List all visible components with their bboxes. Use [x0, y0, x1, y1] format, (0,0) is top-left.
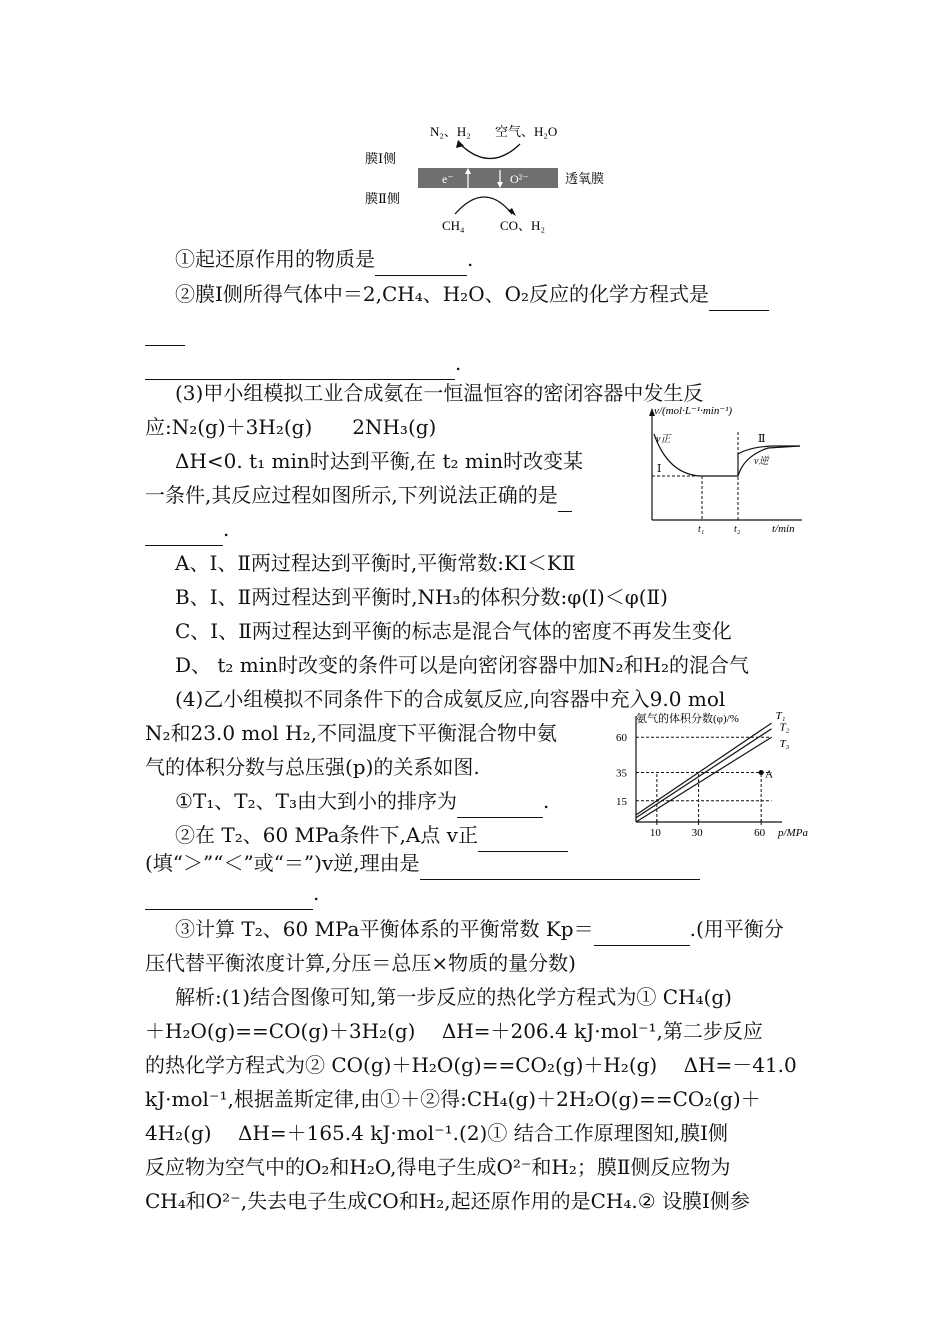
- y-tick-label-15: 15: [616, 795, 627, 808]
- rate-vrev-label: v逆: [754, 456, 769, 467]
- p4-q3-cont: 压代替平衡浓度计算,分压＝总压×物质的量分数): [145, 951, 576, 975]
- membrane-band: [418, 168, 558, 188]
- point-a: [759, 770, 764, 775]
- q2-1-answer-blank[interactable]: [375, 253, 467, 276]
- p4-q2-cont2: [145, 876, 319, 910]
- p4-q1-text: ①T₁、T₂、T₃由大到小的排序为: [175, 789, 458, 813]
- option-b: B、Ⅰ、Ⅱ两过程达到平衡时,NH₃的体积分数:φ(Ⅰ)＜φ(Ⅱ): [175, 585, 668, 609]
- q2-2-end: .: [455, 351, 462, 375]
- p4-q2-text-b: (填“＞”“＜”或“＝”)v逆,理由是: [145, 851, 420, 875]
- bottom-curve-arrow: [455, 197, 512, 214]
- option-c: C、Ⅰ、Ⅱ两过程达到平衡的标志是混合气体的密度不再发生变化: [175, 619, 732, 643]
- p3-cond-text: 一条件,其反应过程如图所示,下列说法正确的是: [145, 483, 558, 507]
- rate-y-label: v/(mol·L⁻¹·min⁻¹): [654, 405, 733, 417]
- membrane-bot-left-label: CH₄: [442, 218, 465, 233]
- solution-l7: CH₄和O²⁻,失去电子生成CO和H₂,起还原作用的是CH₄.② 设膜Ⅰ侧参: [145, 1189, 750, 1213]
- solution-l5: 4H₂(g) ΔH=＋165.4 kJ·mol⁻¹.(2)① 结合工作原理图知,膜Ⅰ侧: [145, 1121, 728, 1145]
- series-label-t1: T₁: [775, 710, 786, 723]
- solution-l4: kJ·mol⁻¹,根据盖斯定律,由①＋②得:CH₄(g)＋2H₂O(g)==CO₂(g)＋: [145, 1087, 761, 1111]
- q2-2-line: [175, 277, 769, 311]
- oxide-label: O²⁻: [510, 172, 529, 186]
- solution-l1: 解析:(1)结合图像可知,第一步反应的热化学方程式为① CH₄(g): [175, 985, 732, 1009]
- p4-q1-answer-blank[interactable]: [457, 795, 543, 818]
- electron-label: e⁻: [442, 172, 454, 186]
- p4-q2-answer-blank-c[interactable]: [145, 887, 313, 910]
- p4-q2-end: .: [313, 881, 320, 905]
- chart-title: 氨气的体积分数(φ)/%: [636, 713, 739, 725]
- q2-1-text: ①起还原作用的物质是: [175, 247, 375, 271]
- p4-q2-answer-blank-b[interactable]: [420, 857, 700, 880]
- chart-x-label: p/MPa: [778, 827, 808, 839]
- bottom-curve-arrowhead: [508, 208, 516, 216]
- q2-1-end: .: [467, 247, 474, 271]
- series-label-t3: T₃: [779, 738, 790, 751]
- membrane-top-right-label: 空气、H₂O: [495, 124, 558, 139]
- rate-t1-label: t₁: [698, 524, 705, 534]
- solution-l6: 反应物为空气中的O₂和H₂O,得电子生成O²⁻和H₂；膜Ⅱ侧反应物为: [145, 1155, 731, 1179]
- p3-answer-blank-b[interactable]: [145, 523, 223, 546]
- p3-cond-line: [145, 478, 572, 512]
- p3-dh-line: ΔH<0. t₁ min时达到平衡,在 t₂ min时改变某: [175, 449, 584, 473]
- p3-reaction: [145, 410, 436, 444]
- ammonia-chart: [612, 708, 812, 840]
- y-tick-label-60: 60: [616, 732, 627, 745]
- membrane-bot-right-label: CO、H₂: [500, 218, 545, 233]
- x-tick-label-60: 60: [754, 827, 766, 839]
- membrane-side2-label: 膜Ⅱ侧: [365, 191, 400, 206]
- p3-reaction-product: 2NH₃(g): [352, 415, 437, 439]
- rate-time-chart: [640, 402, 810, 534]
- p3-cond-cont: [145, 512, 229, 546]
- rate-vfwd-label: v正: [656, 434, 671, 445]
- point-a-label: A: [765, 768, 774, 781]
- p4-q3-end: .(用平衡分: [689, 917, 784, 941]
- p4-q1-end: .: [543, 789, 550, 813]
- q2-2-text: ②膜Ⅰ侧所得气体中＝2,CH₄、H₂O、O₂反应的化学方程式是: [175, 282, 710, 306]
- q2-2-answer-blank-a[interactable]: [709, 288, 769, 311]
- p4-q3-text: ③计算 T₂、60 MPa平衡体系的平衡常数 Kp＝: [175, 917, 594, 941]
- p4-line1: (4)乙小组模拟不同条件下的合成氨反应,向容器中充入9.0 mol: [175, 687, 726, 711]
- series-t2: [636, 729, 772, 818]
- p3-reaction-reactants: 应:N₂(g)＋3H₂(g): [145, 415, 313, 439]
- q2-2-cont: [145, 312, 185, 346]
- p4-q2-cont: [145, 846, 700, 880]
- membrane-diagram: [360, 118, 620, 238]
- q2-2-answer-blank-b[interactable]: [145, 323, 185, 346]
- q2-2-cont2: [145, 346, 461, 380]
- x-tick-label-10: 10: [649, 827, 661, 839]
- option-d: D、 t₂ min时改变的条件可以是向密闭容器中加N₂和H₂的混合气: [175, 653, 750, 677]
- p3-cond-end: .: [223, 517, 230, 541]
- x-tick-label-30: 30: [691, 827, 703, 839]
- p3-intro: (3)甲小组模拟工业合成氨在一恒温恒容的密闭容器中发生反: [175, 381, 704, 405]
- top-curve-arrow: [460, 144, 520, 159]
- p3-answer-blank-a[interactable]: [558, 489, 572, 512]
- rate-region2-label: Ⅱ: [758, 433, 766, 445]
- p4-line2: N₂和23.0 mol H₂,不同温度下平衡混合物中氨: [145, 721, 557, 745]
- p4-q3-line: [175, 912, 784, 946]
- rate-t2-label: t₂: [734, 524, 741, 534]
- p4-line3: 气的体积分数与总压强(p)的关系如图.: [145, 755, 480, 779]
- option-a: A、Ⅰ、Ⅱ两过程达到平衡时,平衡常数:KⅠ＜KⅡ: [175, 551, 576, 575]
- rate-x-label: t/min: [772, 523, 795, 534]
- series-t3: [636, 737, 772, 822]
- membrane-top-left-label: N₂、H₂: [430, 124, 471, 139]
- solution-l2: ＋H₂O(g)==CO(g)＋3H₂(g) ΔH=＋206.4 kJ·mol⁻¹,第二步反应: [145, 1019, 763, 1043]
- p4-q1-line: [175, 784, 549, 818]
- p4-q3-answer-blank[interactable]: [594, 923, 690, 946]
- q2-1-line: [175, 242, 473, 276]
- membrane-side1-label: 膜Ⅰ侧: [365, 151, 397, 166]
- rate-forward-curve: [654, 434, 800, 476]
- solution-l3: 的热化学方程式为② CO(g)＋H₂O(g)==CO₂(g)＋H₂(g) ΔH=－41.0: [145, 1053, 797, 1077]
- series-label-t2: T₂: [779, 721, 790, 734]
- p4-q2-text: ②在 T₂、60 MPa条件下,A点 v正: [175, 823, 478, 847]
- membrane-name-label: 透氧膜: [565, 171, 605, 186]
- y-tick-label-35: 35: [616, 767, 627, 780]
- rate-region1-label: Ⅰ: [657, 463, 662, 475]
